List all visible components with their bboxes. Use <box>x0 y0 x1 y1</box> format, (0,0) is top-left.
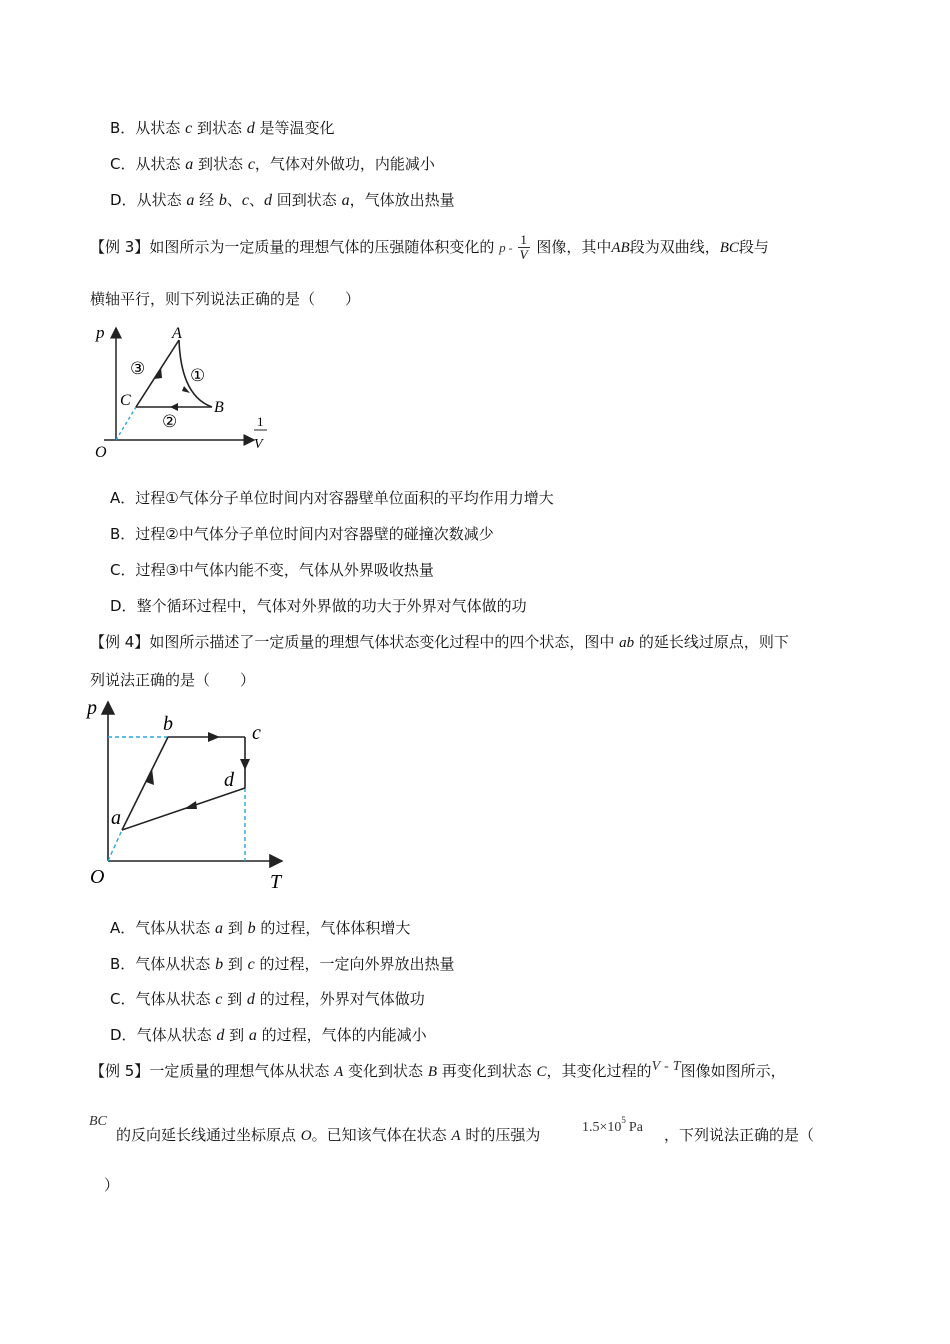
example-tag: 【例 3】 <box>90 238 150 256</box>
ex4-figure <box>84 694 294 894</box>
option-d[interactable]: D．从状态 a 经 b、c、d 回到状态 a，气体放出热量 <box>110 191 455 209</box>
option-label: B． <box>110 119 136 137</box>
option-c[interactable]: C．从状态 a 到状态 c，气体对外做功，内能减小 <box>110 155 435 173</box>
ex4-option-a[interactable]: A．气体从状态 a 到 b 的过程，气体体积增大 <box>110 919 411 937</box>
option-label: D． <box>110 191 137 209</box>
example-tag: 【例 4】 <box>90 633 150 651</box>
example-tag: 【例 5】 <box>90 1062 150 1080</box>
arrow-process-3 <box>154 367 162 379</box>
point-c-label: C <box>120 392 131 409</box>
ex3-option-b[interactable]: B．过程②中气体分子单位时间内对容器壁的碰撞次数减少 <box>110 525 494 543</box>
point-a-label: a <box>111 807 121 829</box>
point-a-label: A <box>172 325 182 342</box>
ex5-bc-symbol: BC <box>89 1114 107 1129</box>
option-b[interactable]: B．从状态 c 到状态 d 是等温变化 <box>110 119 335 137</box>
dashed-origin-a <box>108 830 122 861</box>
process-2-label: ② <box>162 412 178 431</box>
ex3-option-a[interactable]: A．过程①气体分子单位时间内对容器壁单位面积的平均作用力增大 <box>110 489 554 507</box>
y-axis-label: p <box>87 697 97 719</box>
ex3-figure <box>86 318 276 463</box>
fraction-1-over-v: $\frac{1}{V}$ <box>519 232 528 262</box>
arrow-cd <box>240 759 250 770</box>
ex4-stem-line2: 列说法正确的是（ ） <box>90 671 256 689</box>
point-b-label: b <box>163 713 173 735</box>
ex4-option-b[interactable]: B．气体从状态 b 到 c 的过程，一定向外界放出热量 <box>110 955 455 973</box>
ex5-pressure-value: $1.5\times 10^5$ Pa <box>582 1115 643 1135</box>
ex3-stem-line2: 横轴平行，则下列说法正确的是（ ） <box>90 290 361 308</box>
ex3-option-d[interactable]: D．整个循环过程中，气体对外界做的功大于外界对气体做的功 <box>110 597 527 615</box>
point-c-label: c <box>252 722 261 744</box>
ex5-stem-line2-tail: ，下列说法正确的是（ <box>664 1126 815 1144</box>
x-axis-label: T <box>270 871 282 893</box>
arrow-ab <box>146 768 154 785</box>
ex5-stem-line2: 的反向延长线通过坐标原点 O。已知该气体在状态 A 时的压强为 <box>116 1126 541 1144</box>
ex5-stem-line1: 【例 5】一定质量的理想气体从状态 A 变化到状态 B 再变化到状态 C，其变化过程的V - T图像如图所示， <box>90 1059 786 1080</box>
option-label: C． <box>110 155 136 173</box>
ex5-stem-close: ） <box>104 1176 120 1194</box>
ex4-option-d[interactable]: D．气体从状态 d 到 a 的过程，气体的内能减小 <box>110 1026 427 1044</box>
ex4-stem-line1: 【例 4】如图所示描述了一定质量的理想气体状态变化过程中的四个状态，图中 ab 的延长线过原点，则下 <box>90 633 789 651</box>
origin-label: O <box>95 444 107 461</box>
arrow-da <box>184 801 197 809</box>
ex3-stem-line1: 【例 3】如图所示为一定质量的理想气体的压强随体积变化的 p - $\frac{1}{V}$ 图像，其中AB段为双曲线，BC段与 <box>90 232 769 262</box>
arrow-process-2 <box>170 403 178 411</box>
origin-label: O <box>90 866 105 888</box>
x-axis-label-num: 1 <box>257 414 264 429</box>
x-axis-label-den: V <box>254 437 263 452</box>
point-b-label: B <box>214 399 224 416</box>
ex4-option-c[interactable]: C．气体从状态 c 到 d 的过程，外界对气体做功 <box>110 990 425 1008</box>
arrow-bc <box>208 732 220 742</box>
point-d-label: d <box>224 769 234 791</box>
process-1-label: ① <box>190 366 206 385</box>
process-3-label: ③ <box>130 359 146 378</box>
ex3-option-c[interactable]: C．过程③中气体内能不变，气体从外界吸收热量 <box>110 561 434 579</box>
dashed-extension <box>116 407 136 440</box>
y-axis-label: p <box>96 323 105 342</box>
